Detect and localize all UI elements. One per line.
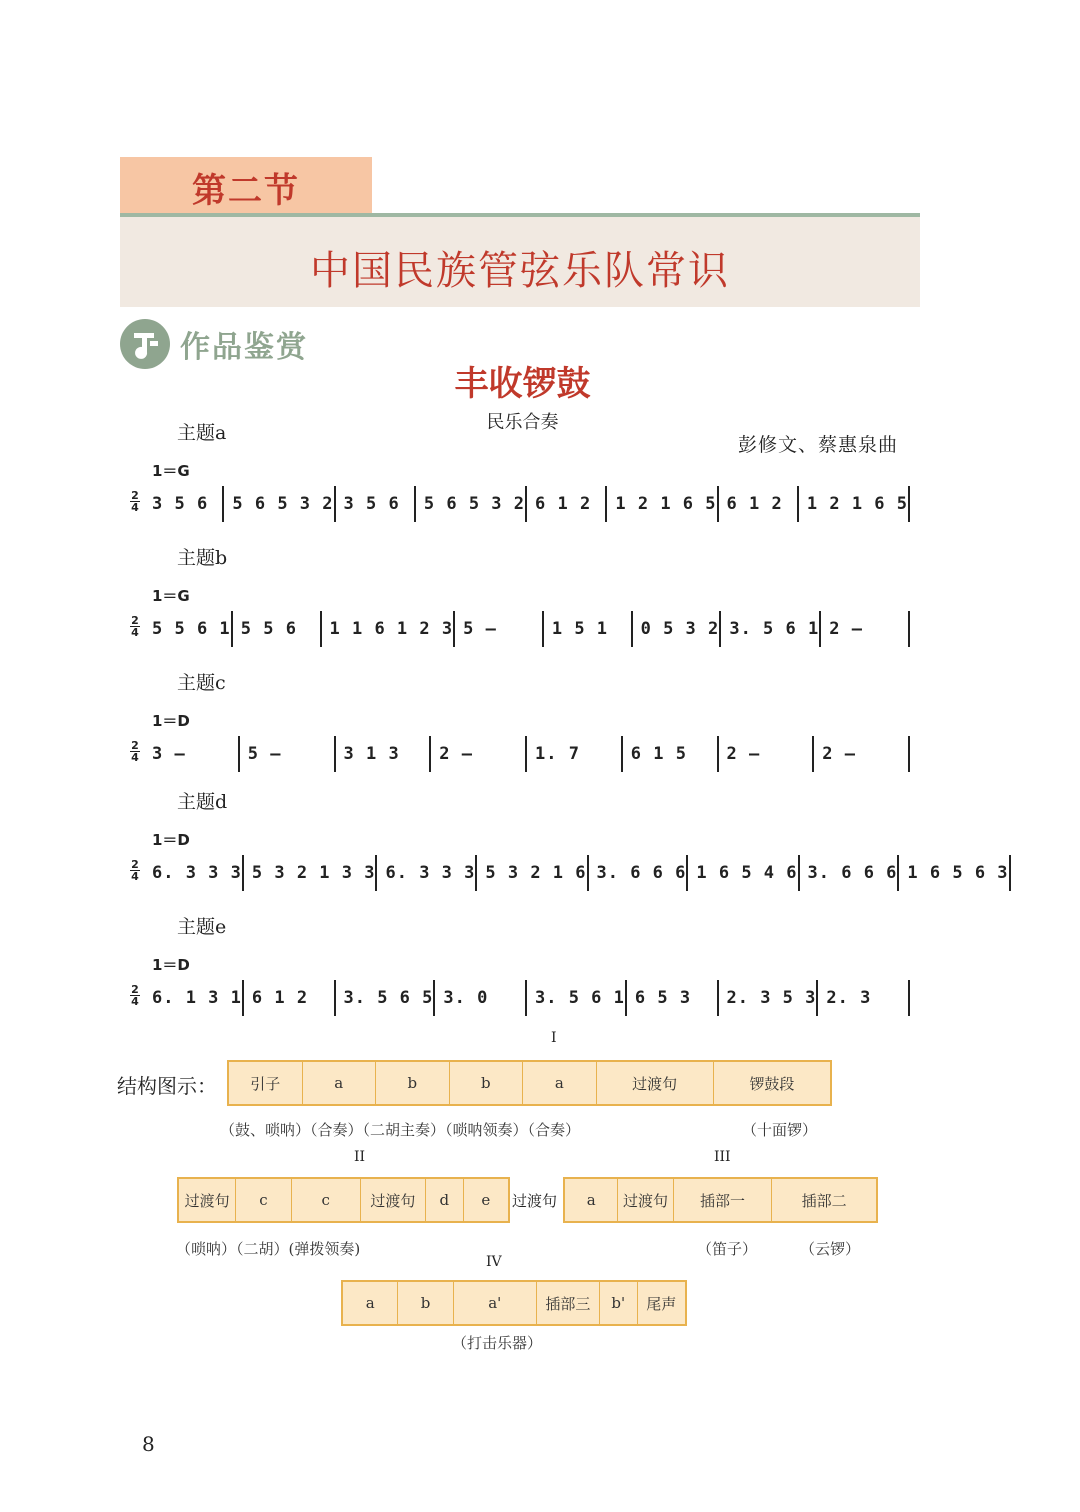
theme-label: 主题a [177,422,227,444]
structure-cell: 引子 [229,1062,303,1104]
measure: 2 – [814,736,910,772]
time-signature-bottom: 4 [131,751,139,764]
structure-cell: 过渡句 [618,1179,673,1221]
time-signature [130,615,140,638]
theme-label: 主题d [177,791,228,813]
structure-note: （鼓、唢呐）（合奏）（二胡主奏）（唢呐领奏）（合奏） [220,1121,581,1139]
measure: 3 – [144,736,240,772]
measure: 3 5 6 [144,486,224,522]
measure: 3. 0 [435,980,527,1016]
structure-cell: 尾声 [646,1294,677,1313]
measure: 5 6 5 3 2 [224,486,335,522]
measure: 6 1 2 [527,486,607,522]
page-number: 8 [142,1432,155,1456]
structure-cell: a [303,1062,377,1104]
part-numeral-1: I [551,1030,557,1046]
time-signature [130,859,140,882]
notation-staff [130,855,1009,895]
structure-note: （笛子） [697,1240,758,1258]
structure-cell: a' [454,1282,537,1324]
measure: 6. 3 3 3 [377,855,477,891]
measure: 1. 7 [527,736,623,772]
time-signature-top: 2 [131,614,139,627]
structure-cell: c [236,1179,291,1221]
structure-cell: 插部二 [801,1191,847,1210]
measure: 1 2 1 6 5 [799,486,910,522]
measure: 5 5 6 [233,611,322,647]
measure: 5 3 2 1 6 [477,855,588,891]
time-signature [130,984,140,1007]
measure: 2 – [719,736,815,772]
structure-cell: 插部三 [537,1282,600,1324]
theme-label: 主题c [177,672,226,694]
measure: 5 5 6 1 [144,611,233,647]
measure: 0 5 3 2 [633,611,722,647]
measure: 3. 5 6 1 [721,611,821,647]
part-numeral-4: IV [486,1254,502,1270]
measure: 6 5 3 [627,980,719,1016]
measure: 6 1 5 [623,736,719,772]
structure-row-3 [563,1177,878,1223]
key-signature: 1＝D [152,831,190,849]
notation-staff [130,611,910,651]
structure-row-2 [177,1177,510,1223]
measure: 1 2 1 6 5 [607,486,718,522]
structure-row-1 [227,1060,832,1106]
measure: 5 3 2 1 3 3 [244,855,378,891]
structure-cell: a [523,1062,597,1104]
structure-note: （唢呐）（二胡）(弹拨领奏) [176,1240,361,1258]
measure: 5 – [455,611,544,647]
structure-cell: e [481,1191,491,1209]
key-signature: 1＝G [152,587,190,605]
part-numeral-2: II [354,1149,366,1165]
measure: 2 – [431,736,527,772]
section-tab [120,157,372,213]
measure: 3. 6 6 6 [800,855,900,891]
time-signature [130,490,140,513]
structure-cell: 过渡句 [597,1062,714,1104]
piece-title: 丰收锣鼓 [454,364,591,404]
time-signature-bottom: 4 [131,626,139,639]
structure-cell: b [398,1282,453,1324]
part-numeral-3: III [714,1149,731,1165]
structure-cell: 插部一 [674,1179,773,1221]
measure: 3 1 3 [336,736,432,772]
measure: 6 1 2 [244,980,336,1016]
composer: 彭修文、蔡惠泉曲 [738,434,899,456]
measure: 5 – [240,736,336,772]
time-signature-bottom: 4 [131,501,139,514]
measure: 1 5 1 [544,611,633,647]
structure-cell: a [343,1282,398,1324]
measure: 6. 1 3 1 [144,980,244,1016]
structure-label: 结构图示： [117,1074,217,1098]
measure: 3. 5 6 1 [527,980,627,1016]
time-signature-bottom: 4 [131,870,139,883]
key-signature: 1＝G [152,462,190,480]
structure-cell: b' [600,1282,638,1324]
notation-staff [130,736,910,776]
structure-cell: d [426,1179,464,1221]
piece-subtitle: 民乐合奏 [486,412,559,433]
structure-row-4 [341,1280,687,1326]
measure: 2 – [821,611,910,647]
time-signature-top: 2 [131,489,139,502]
structure-connector: 过渡句 [512,1192,558,1210]
measure: 2. 3 [818,980,910,1016]
structure-cell: 过渡句 [179,1179,236,1221]
measure: 1 6 5 4 6 [688,855,799,891]
measure: 6. 3 3 3 [144,855,244,891]
section-title-box [120,217,920,307]
measure: 3. 6 6 6 [589,855,689,891]
notation-staff [130,486,910,526]
section-tab-label: 第二节 [192,171,300,211]
measure: 3. 5 6 5 [336,980,436,1016]
structure-note: （十面锣） [742,1121,818,1139]
theme-label: 主题e [177,916,227,938]
key-signature: 1＝D [152,956,190,974]
appreciation-label: 作品鉴赏 [180,330,308,365]
measure: 5 6 5 3 2 [416,486,527,522]
key-signature: 1＝D [152,712,190,730]
time-signature-top: 2 [131,739,139,752]
structure-cell: 锣鼓段 [749,1074,795,1093]
measure: 2. 3 5 3 [719,980,819,1016]
structure-note: （云锣） [800,1240,861,1258]
time-signature-top: 2 [131,858,139,871]
structure-note: （打击乐器） [452,1334,543,1352]
structure-cell: c [292,1179,361,1221]
time-signature [130,740,140,763]
structure-cell: 过渡句 [361,1179,426,1221]
theme-label: 主题b [177,547,228,569]
measure: 1 6 5 6 3 [899,855,1010,891]
measure: 6 1 2 [719,486,799,522]
time-signature-top: 2 [131,983,139,996]
structure-cell: b [376,1062,450,1104]
structure-cell: b [450,1062,524,1104]
measure: 3 5 6 [336,486,416,522]
section-title: 中国民族管弦乐队常识 [310,248,730,294]
structure-cell: a [565,1179,618,1221]
time-signature-bottom: 4 [131,995,139,1008]
measure: 1 1 6 1 2 3 [322,611,456,647]
notation-staff [130,980,910,1020]
